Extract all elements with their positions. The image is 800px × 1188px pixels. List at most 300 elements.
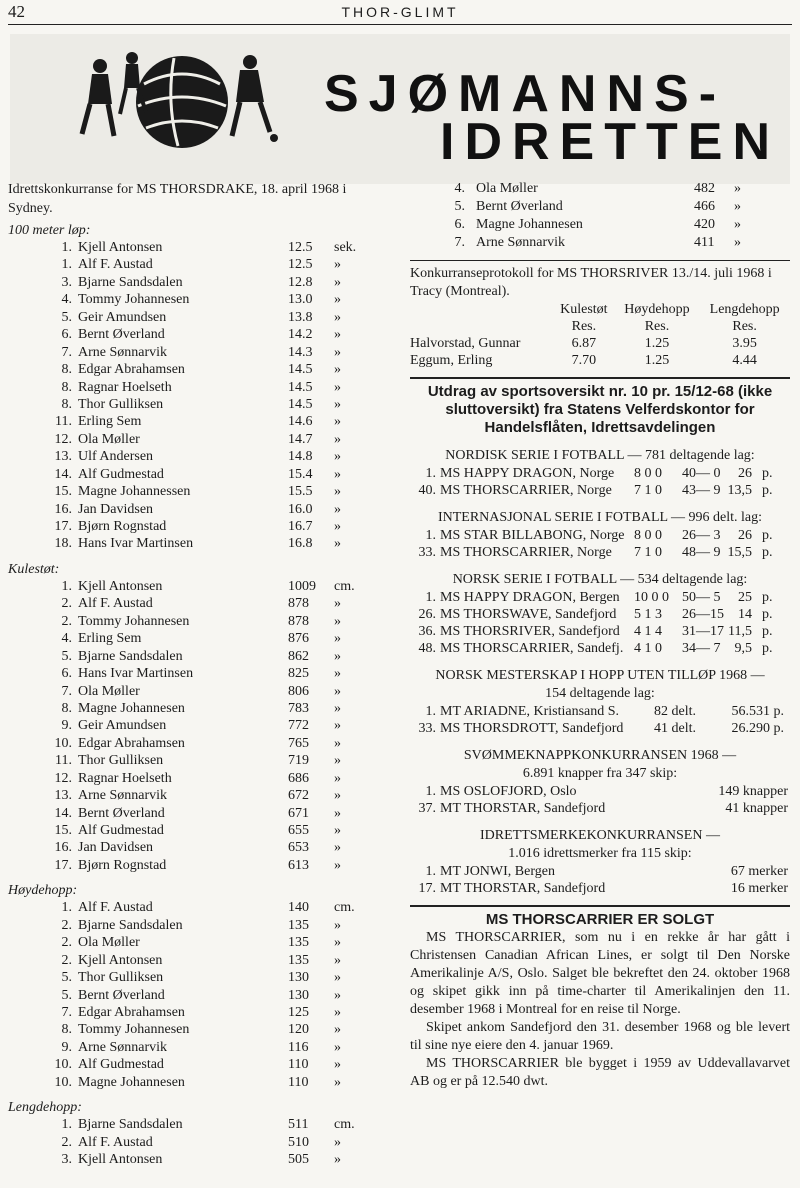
result-row (8, 899, 392, 916)
table-row (410, 703, 790, 720)
result-unit: » (734, 217, 741, 232)
team-position: 36. (418, 624, 436, 639)
result-row (8, 448, 392, 465)
athlete-name: Bjarne Sandsdalen (78, 917, 183, 933)
svomme-title-line1: SVØMMEKNAPPKONKURRANSEN 1968 — (463, 748, 737, 763)
result-row (8, 630, 392, 647)
rank: 9. (61, 1039, 72, 1055)
nordisk-title: NORDISK SERIE I FOTBALL — 781 deltagende lag: (445, 448, 755, 463)
team-record: 10 0 0 (634, 590, 669, 605)
title-line-2: IDRETTEN (440, 113, 780, 171)
athlete-name: Thor Gulliksen (78, 970, 164, 986)
rank: 2. (61, 596, 72, 612)
result-value: 14.6 (288, 414, 313, 430)
result-value: 862 (288, 648, 309, 664)
team-record: 7 1 0 (634, 483, 662, 498)
result-row (8, 787, 392, 804)
result-unit: » (334, 274, 341, 290)
norsk-title: NORSK SERIE I FOTBALL — 534 deltagende lag: (452, 572, 748, 587)
table-row (410, 623, 790, 640)
athlete-name: Alf F. Austad (78, 1134, 153, 1150)
title-line-1: SJØMANNS- (324, 65, 727, 123)
running-head: THOR-GLIMT (341, 4, 459, 20)
result-value: 655 (288, 823, 309, 838)
rank: 16. (54, 840, 72, 856)
longjump-results (8, 1116, 392, 1168)
rank: 8. (61, 379, 72, 395)
result-row (8, 291, 392, 308)
athlete-name: Geir Amundsen (78, 718, 167, 734)
result-value: 482 (694, 181, 715, 196)
result-value: 14.2 (288, 327, 313, 343)
result-unit: » (334, 1152, 341, 1167)
result-row (8, 1056, 392, 1073)
extract-heading: Utdrag av sportsoversikt nr. 10 pr. 15/12-68 (ikke sluttoversikt) fra Statens Velferdskontor for Handelsflåten, Idrettsavdelingen (427, 383, 773, 436)
team-name: MT ARIADNE, Kristiansand S. (440, 704, 620, 719)
sold-paragraph-2: Skipet ankom Sandefjord den 31. desember 1968 og ble levert til sine nye eiere den 4. januar 1969. (410, 1020, 790, 1053)
athlete-name: Edgar Abrahamsen (78, 362, 185, 378)
athlete-name: Kjell Antonsen (78, 1152, 163, 1167)
result-value: 466 (694, 199, 715, 214)
result-value: 130 (288, 970, 309, 986)
result-value: 125 (288, 1004, 309, 1020)
team-points: 11,5 (728, 624, 752, 639)
result-unit: » (334, 536, 341, 552)
rank: 5. (61, 970, 72, 986)
result-unit: sek. (334, 240, 357, 255)
result-value: 772 (288, 718, 309, 734)
result-value: 15.5 (288, 484, 313, 500)
team-record: 8 0 0 (634, 528, 662, 543)
athlete-name: Magne Johannesen (476, 217, 583, 232)
result-row (8, 1074, 392, 1091)
divider (410, 377, 790, 379)
points: 56.531 p. (731, 704, 784, 719)
result-unit: » (334, 1057, 341, 1073)
result-unit: » (334, 1039, 341, 1055)
result-row (8, 1116, 392, 1133)
athlete-name: Kjell Antonsen (78, 578, 163, 594)
result-value: 511 (288, 1117, 309, 1133)
page-number: 42 (8, 2, 25, 21)
result-row (8, 857, 392, 874)
rank: 12. (54, 431, 72, 447)
divider (410, 905, 790, 907)
result-unit: » (334, 970, 341, 986)
mesterskap-title-line1: NORSK MESTERSKAP I HOPP UTEN TILLØP 1968 — (435, 668, 765, 683)
rank: 1. (61, 240, 72, 255)
rank: 9. (61, 718, 72, 734)
result-value: 876 (288, 631, 309, 647)
result-row (8, 969, 392, 986)
rank: 14. (54, 805, 72, 821)
count-value: 67 merker (730, 864, 788, 879)
result-row (410, 234, 790, 252)
result-unit: » (334, 1022, 341, 1038)
team-goals: 48— 9 (682, 545, 721, 560)
team-position: 33. (418, 545, 436, 560)
result-row (8, 309, 392, 326)
table-row (410, 880, 790, 897)
result-row (8, 1021, 392, 1038)
result-value: 12.5 (288, 257, 313, 273)
result-value: 1009 (288, 578, 316, 594)
result-row (8, 578, 392, 595)
protocol-value: 1.25 (644, 353, 670, 368)
rank: 2. (61, 1134, 72, 1150)
rank: 6. (61, 666, 72, 682)
result-value: 653 (288, 840, 309, 856)
athlete-name: Alf F. Austad (78, 900, 153, 916)
result-value: 110 (288, 1057, 309, 1073)
table-row (410, 544, 790, 561)
result-row (8, 518, 392, 535)
athlete-name: Bernt Øverland (78, 987, 165, 1003)
sold-paragraph-3: MS THORSCARRIER ble bygget i 1959 av Uddevallavarvet AB og er på 12.540 dwt. (410, 1056, 790, 1089)
left-column (8, 180, 392, 1168)
table-row (410, 589, 790, 606)
result-value: 120 (288, 1022, 309, 1038)
athlete-name: Ragnar Hoelseth (78, 770, 172, 786)
team-goals: 34— 7 (682, 641, 721, 656)
result-value: 140 (288, 900, 309, 916)
team-position: 1. (425, 466, 436, 481)
athlete-name: Geir Amundsen (78, 309, 167, 325)
athlete-name: Thor Gulliksen (78, 396, 164, 412)
athlete-name: Thor Gulliksen (78, 753, 164, 769)
nordisk-results (410, 465, 790, 499)
athlete-name: Ola Møller (78, 431, 140, 447)
participants: 82 delt. (654, 704, 696, 719)
result-unit: » (334, 309, 341, 325)
athlete-name: Hans Ivar Martinsen (78, 666, 194, 682)
result-unit: » (334, 648, 341, 664)
result-unit: » (334, 631, 341, 647)
team-record: 7 1 0 (634, 545, 662, 560)
result-unit: » (334, 431, 341, 447)
rank: 7. (454, 235, 465, 250)
athlete-name: Kjell Antonsen (78, 240, 163, 255)
result-unit: » (334, 613, 341, 629)
result-row (8, 613, 392, 630)
protocol-value: 7.70 (571, 353, 597, 368)
team-position: 17. (418, 881, 436, 896)
rank: 13. (54, 449, 72, 465)
athlete-name: Alf Gudmestad (78, 823, 164, 838)
points-unit: p. (762, 590, 773, 605)
athlete-name: Magne Johannessen (78, 484, 191, 500)
intl-title: INTERNASJONAL SERIE I FOTBALL — 996 delt. lag: (437, 510, 763, 525)
result-row (8, 431, 392, 448)
result-unit: » (334, 666, 341, 682)
team-points: 26 (738, 466, 752, 481)
athlete-name: Tommy Johannesen (78, 292, 190, 308)
protocol-value: 1.25 (644, 336, 670, 351)
athlete-name: Jan Davidsen (78, 501, 154, 517)
result-row (8, 1039, 392, 1056)
result-row (8, 934, 392, 951)
athlete-name: Bernt Øverland (78, 327, 165, 343)
mesterskap-results (410, 703, 790, 737)
rank: 10. (54, 1057, 72, 1073)
result-value: 411 (694, 235, 715, 250)
sprint-results (8, 239, 392, 553)
result-value: 505 (288, 1152, 309, 1167)
table-row (410, 606, 790, 623)
result-value: 686 (288, 770, 309, 786)
athlete-name: Alf Gudmestad (78, 1057, 164, 1073)
result-row (8, 717, 392, 734)
athlete-name: Hans Ivar Martinsen (78, 536, 194, 552)
result-row (8, 326, 392, 343)
team-goals: 40— 0 (682, 466, 721, 481)
result-value: 110 (288, 1074, 309, 1090)
athlete-name: Tommy Johannesen (78, 1022, 190, 1038)
result-value: 15.4 (288, 466, 313, 482)
team-name: MT THORSTAR, Sandefjord (440, 801, 606, 816)
shotput-results (8, 578, 392, 874)
sold-paragraph-1: MS THORSCARRIER, som nu i en rekke år har gått i Christensen Canadian African Lines, er solgt til Den Norske Amerikalinje A/S, Oslo. Salget ble bekreftet den 24. oktober 1968 og skipet gikk inn på time-charter til Amerikalinjen den 11. desember 1968 i Montreal for en reise til Norge. (410, 930, 790, 1017)
rank: 15. (54, 823, 72, 838)
result-value: 135 (288, 917, 309, 933)
protocol-intro: Konkurranseprotokoll for MS THORSRIVER 13./14. juli 1968 i Tracy (Montreal). (410, 266, 772, 299)
result-value: 806 (288, 683, 309, 699)
athlete-name: Jan Davidsen (78, 840, 154, 856)
section-label-longjump: Lengdehopp: (8, 1100, 82, 1116)
result-value: 14.5 (288, 379, 313, 395)
top-rule (8, 24, 792, 25)
rank: 16. (54, 501, 72, 517)
athlete-name: Erling Sem (78, 631, 142, 647)
team-name: MT THORSTAR, Sandefjord (440, 881, 606, 896)
rank: 1. (61, 257, 72, 273)
rank: 6. (454, 217, 465, 232)
result-row (8, 344, 392, 361)
rank: 7. (61, 683, 72, 699)
rank: 5. (61, 309, 72, 325)
rank: 7. (61, 1004, 72, 1020)
protocol-value: 3.95 (732, 336, 757, 351)
table-row (410, 482, 790, 499)
result-value: 135 (288, 935, 309, 951)
points-unit: p. (762, 624, 773, 639)
team-points: 9,5 (734, 641, 752, 656)
points-unit: p. (762, 545, 773, 560)
athlete-name: Edgar Abrahamsen (78, 1004, 185, 1020)
athlete-name: Bjarne Sandsdalen (78, 274, 183, 290)
rank: 4. (454, 181, 465, 196)
result-unit: » (334, 1074, 341, 1090)
rank: 11. (55, 753, 72, 769)
rank: 8. (61, 396, 72, 412)
athlete-name: Ola Møller (476, 181, 538, 196)
rank: 5. (454, 199, 465, 214)
athlete-name: Bjørn Rognstad (78, 519, 167, 534)
result-unit: cm. (334, 578, 355, 594)
rank: 4. (61, 631, 72, 647)
result-value: 878 (288, 613, 309, 629)
athlete-name: Magne Johannesen (78, 1074, 185, 1090)
team-record: 8 0 0 (634, 466, 662, 481)
merke-title (410, 827, 790, 863)
result-row (8, 379, 392, 396)
points-unit: p. (762, 641, 773, 656)
result-value: 12.8 (288, 274, 313, 290)
result-value: 116 (288, 1039, 309, 1055)
athlete-name: Ulf Andersen (78, 449, 154, 465)
rank: 5. (61, 987, 72, 1003)
rank: 1. (61, 578, 72, 594)
team-record: 4 1 4 (634, 624, 662, 639)
result-value: 420 (694, 217, 715, 232)
team-points: 14 (738, 607, 752, 622)
rank: 3. (61, 274, 72, 290)
section-label-sprint: 100 meter løp: (8, 223, 91, 238)
table-row (410, 863, 790, 880)
team-name: MS THORSDROTT, Sandefjord (440, 721, 624, 736)
result-row (8, 256, 392, 273)
result-unit: » (334, 718, 341, 734)
result-row (8, 770, 392, 787)
team-name: MS THORSCARRIER, Norge (440, 483, 612, 498)
result-unit: » (334, 414, 341, 430)
result-row (8, 483, 392, 500)
team-record: 5 1 3 (634, 607, 662, 622)
team-points: 15,5 (727, 545, 752, 560)
protocol-name: Eggum, Erling (410, 353, 493, 368)
team-goals: 26—15 (682, 607, 724, 622)
protocol-table (410, 301, 790, 369)
team-name: MT JONWI, Bergen (440, 864, 555, 879)
result-value: 16.7 (288, 519, 313, 534)
result-unit: » (334, 788, 341, 804)
protocol-subheader: Res. (732, 319, 757, 334)
result-row (8, 805, 392, 822)
protocol-name: Halvorstad, Gunnar (410, 336, 521, 351)
athlete-name: Ola Møller (78, 683, 140, 699)
athlete-name: Alf F. Austad (78, 257, 153, 273)
result-unit: » (334, 449, 341, 465)
team-goals: 43— 9 (682, 483, 721, 498)
divider (410, 260, 790, 261)
result-unit: » (334, 362, 341, 378)
result-unit: » (334, 840, 341, 856)
result-row (8, 396, 392, 413)
team-points: 26 (738, 528, 752, 543)
result-value: 130 (288, 987, 309, 1003)
result-row (8, 535, 392, 552)
team-goals: 31—17 (682, 624, 724, 639)
table-row (410, 720, 790, 737)
result-unit: » (334, 396, 341, 412)
rank: 8. (61, 1022, 72, 1038)
table-row (410, 352, 790, 369)
result-unit: » (334, 770, 341, 786)
highjump-results (8, 899, 392, 1091)
result-unit: » (334, 344, 341, 360)
team-name: MS OSLOFJORD, Oslo (440, 784, 577, 799)
athlete-name: Arne Sønnarvik (78, 344, 168, 360)
result-row (8, 361, 392, 378)
result-row (8, 1004, 392, 1021)
athlete-name: Bjarne Sandsdalen (78, 1117, 183, 1133)
participants: 41 delt. (654, 721, 696, 736)
result-value: 783 (288, 700, 309, 716)
points-unit: p. (762, 483, 773, 498)
result-unit: » (334, 596, 341, 612)
intl-results (410, 527, 790, 561)
result-row (8, 466, 392, 483)
result-value: 825 (288, 666, 309, 682)
athlete-name: Bernt Øverland (78, 805, 165, 821)
team-name: MS HAPPY DRAGON, Norge (440, 466, 615, 481)
team-name: MS THORSWAVE, Sandefjord (440, 607, 617, 622)
result-unit: » (334, 987, 341, 1003)
result-unit: » (334, 484, 341, 500)
result-row (8, 1134, 392, 1151)
result-value: 672 (288, 788, 309, 804)
result-value: 16.8 (288, 536, 313, 552)
result-value: 135 (288, 952, 309, 968)
team-position: 37. (418, 801, 436, 816)
protocol-header: Lengdehopp (709, 302, 780, 317)
result-value: 13.8 (288, 309, 313, 325)
result-unit: » (334, 952, 341, 968)
result-unit: » (334, 700, 341, 716)
athlete-name: Kjell Antonsen (78, 952, 163, 968)
result-unit: » (334, 753, 341, 769)
rank: 7. (61, 344, 72, 360)
result-row (8, 700, 392, 717)
protocol-header: Høydehopp (624, 302, 690, 317)
team-position: 33. (418, 721, 436, 736)
result-value: 878 (288, 596, 309, 612)
rank: 3. (61, 1152, 72, 1167)
team-points: 13,5 (727, 483, 752, 498)
sold-heading: MS THORSCARRIER ER SOLGT (485, 911, 715, 928)
protocol-value: 6.87 (571, 336, 597, 351)
rank: 2. (61, 917, 72, 933)
result-unit: cm. (334, 900, 355, 916)
protocol-header: Kulestøt (560, 302, 608, 317)
protocol-subheader: Res. (571, 319, 597, 334)
result-unit: » (334, 466, 341, 482)
table-row (410, 800, 790, 817)
result-value: 613 (288, 857, 309, 873)
athlete-name: Tommy Johannesen (78, 613, 190, 629)
result-value: 14.7 (288, 431, 313, 447)
team-position: 1. (425, 590, 436, 605)
svomme-results (410, 783, 790, 817)
team-position: 1. (425, 528, 436, 543)
result-unit: » (334, 292, 341, 308)
points-unit: p. (762, 528, 773, 543)
athlete-name: Magne Johannesen (78, 700, 185, 716)
team-goals: 50— 5 (682, 590, 721, 605)
team-position: 26. (418, 607, 436, 622)
result-value: 14.8 (288, 449, 313, 465)
result-unit: » (334, 257, 341, 273)
rank: 17. (54, 519, 72, 534)
athlete-name: Bjarne Sandsdalen (78, 648, 183, 664)
team-name: MS THORSRIVER, Sandefjord (440, 624, 620, 639)
table-row (410, 640, 790, 657)
table-row (410, 335, 790, 352)
result-unit: » (334, 683, 341, 699)
team-points: 25 (738, 590, 752, 605)
result-row (8, 822, 392, 839)
rank: 10. (54, 1074, 72, 1090)
